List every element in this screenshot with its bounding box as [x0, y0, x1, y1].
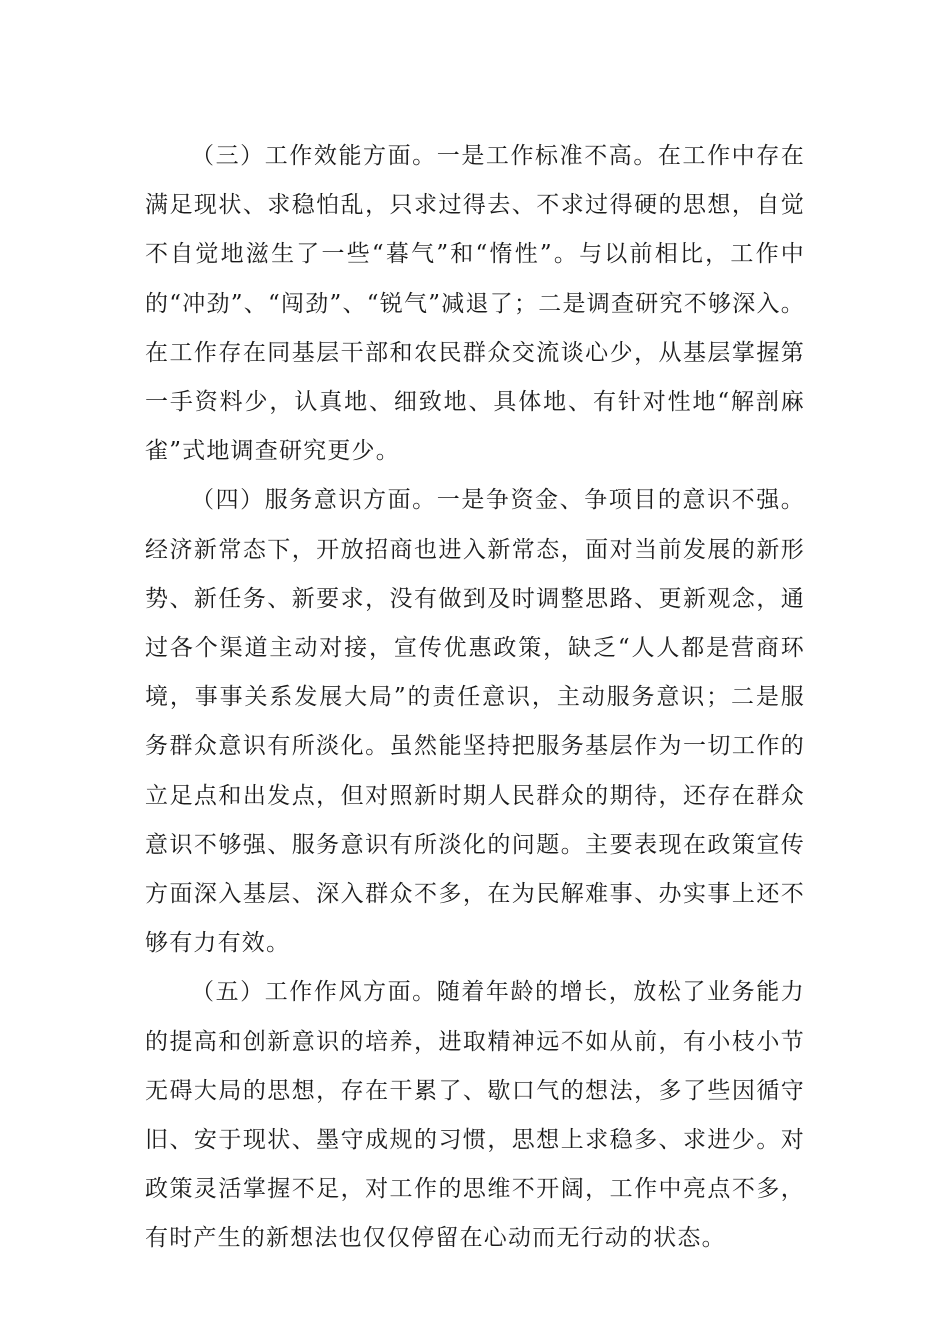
- paragraph-service-awareness: （四）服务意识方面。一是争资金、争项目的意识不强。经济新常态下，开放招商也进入新常态，面对当前发展的新形势、新任务、新要求，没有做到及时调整思路、更新观念，通过各个渠道主动对接，宣传优惠政策，缺乏“人人都是营商环境，事事关系发展大局”的责任意识，主动服务意识；二是服务群众意识有所淡化。虽然能坚持把服务基层作为一切工作的立足点和出发点，但对照新时期人民群众的期待，还存在群众意识不够强、服务意识有所淡化的问题。主要表现在政策宣传方面深入基层、深入群众不多，在为民解难事、办实事上还不够有力有效。: [145, 487, 805, 957]
- paragraph-work-efficiency: （三）工作效能方面。一是工作标准不高。在工作中存在满足现状、求稳怕乱，只求过得去、不求过得硬的思想，自觉不自觉地滋生了一些“暮气”和“惰性”。与以前相比，工作中的“冲劲”、“闯劲”、“锐气”减退了；二是调查研究不够深入。在工作存在同基层干部和农民群众交流谈心少，从基层掌握第一手资料少，认真地、细致地、具体地、有针对性地“解剖麻雀”式地调查研究更少。: [145, 143, 805, 465]
- paragraph-work-style: （五）工作作风方面。随着年龄的增长，放松了业务能力的提高和创新意识的培养，进取精神远不如从前，有小枝小节无碍大局的思想，存在干累了、歇口气的想法，多了些因循守旧、安于现状、墨守成规的习惯，思想上求稳多、求进少。对政策灵活掌握不足，对工作的思维不开阔，工作中亮点不多，有时产生的新想法也仅仅停留在心动而无行动的状态。: [145, 979, 805, 1252]
- document-body: [145, 132, 805, 1264]
